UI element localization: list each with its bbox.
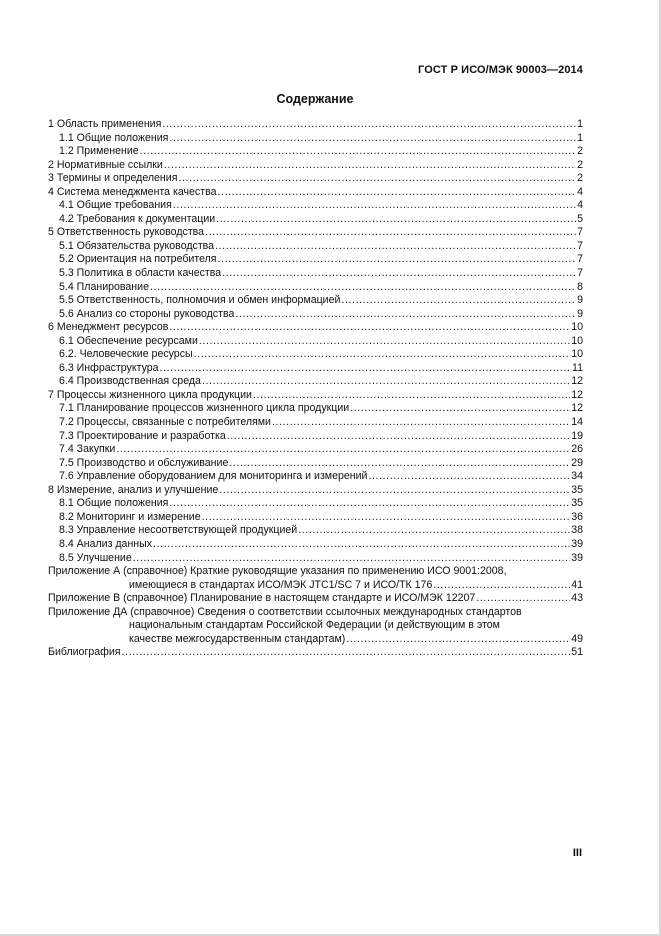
page-number: III: [572, 847, 582, 859]
toc-entry[interactable]: 7.4 Закупки ..... 26: [48, 443, 583, 457]
toc-entry[interactable]: 8.4 Анализ данных ..... 39: [48, 538, 583, 552]
toc-entry[interactable]: 5.6 Анализ со стороны руководства ..... 9: [48, 308, 583, 322]
table-of-contents: [48, 118, 583, 660]
toc-entry[interactable]: 8.2 Мониторинг и измерение ..... 36: [48, 511, 583, 525]
toc-appendix-da-continued[interactable]: качестве межгосударственным стандартам) ..... 49: [48, 633, 583, 647]
toc-entry[interactable]: 7.1 Планирование процессов жизненного цикла продукции ..... 12: [48, 402, 583, 416]
toc-entry[interactable]: 5.5 Ответственность, полномочия и обмен информацией ..... 9: [48, 294, 583, 308]
toc-appendix-b[interactable]: Приложение В (справочное) Планирование в настоящем стандарте и ИСО/МЭК 12207 ..... 43: [48, 592, 583, 606]
toc-entry[interactable]: 5.2 Ориентация на потребителя ..... 7: [48, 253, 583, 267]
toc-entry[interactable]: 7.2 Процессы, связанные с потребителями ..... 14: [48, 416, 583, 430]
toc-entry[interactable]: 4.1 Общие требования ..... 4: [48, 199, 583, 213]
toc-entry[interactable]: 1.1 Общие положения ..... 1: [48, 132, 583, 146]
toc-appendix-a[interactable]: Приложение А (справочное) Краткие руководящие указания по применению ИСО 9001:2008,: [48, 565, 507, 578]
toc-entry[interactable]: 5 Ответственность руководства ..... 7: [48, 226, 583, 240]
toc-entry[interactable]: 5.3 Политика в области качества ..... 7: [48, 267, 583, 281]
toc-entry[interactable]: 8.3 Управление несоответствующей продукцией ..... 38: [48, 524, 583, 538]
toc-appendix-da-continued[interactable]: национальным стандартам Российской Федерации (и действующим в этом: [129, 619, 500, 632]
toc-entry[interactable]: 7.6 Управление оборудованием для мониторинга и измерений ..... 34: [48, 470, 583, 484]
toc-appendix-a-continued[interactable]: имеющиеся в стандартах ИСО/МЭК JTC1/SC 7 и ИСО/ТК 176 ..... 41: [48, 579, 583, 593]
toc-entry[interactable]: 6.4 Производственная среда ..... 12: [48, 375, 583, 389]
toc-entry[interactable]: 8.5 Улучшение ..... 39: [48, 552, 583, 566]
toc-entry[interactable]: 2 Нормативные ссылки ..... 2: [48, 159, 583, 173]
toc-entry[interactable]: 8.1 Общие положения ..... 35: [48, 497, 583, 511]
toc-entry[interactable]: 6.1 Обеспечение ресурсами ..... 10: [48, 335, 583, 349]
toc-entry[interactable]: 6 Менеджмент ресурсов ..... 10: [48, 321, 583, 335]
toc-appendix-da[interactable]: Приложение ДА (справочное) Сведения о соответствии ссылочных международных стандартов: [48, 605, 522, 618]
toc-entry[interactable]: 7.3 Проектирование и разработка ..... 19: [48, 430, 583, 444]
toc-entry[interactable]: 6.3 Инфраструктура ..... 11: [48, 362, 583, 376]
toc-entry[interactable]: 3 Термины и определения ..... 2: [48, 172, 583, 186]
toc-bibliography[interactable]: Библиография ..... 51: [48, 646, 583, 660]
toc-entry[interactable]: 6.2. Человеческие ресурсы ..... 10: [48, 348, 583, 362]
toc-entry[interactable]: 7 Процессы жизненного цикла продукции ..... 12: [48, 389, 583, 403]
toc-entry[interactable]: 5.1 Обязательства руководства ..... 7: [48, 240, 583, 254]
toc-entry[interactable]: 7.5 Производство и обслуживание ..... 29: [48, 457, 583, 471]
document-header: ГОСТ Р ИСО/МЭК 90003—2014: [418, 64, 583, 76]
toc-entry[interactable]: 4 Система менеджмента качества ..... 4: [48, 186, 583, 200]
toc-entry[interactable]: 1.2 Применение ..... 2: [48, 145, 583, 159]
toc-entry[interactable]: 1 Область применения ..... 1: [48, 118, 583, 132]
page-title: Содержание: [276, 92, 354, 106]
toc-entry[interactable]: 4.2 Требования к документации ..... 5: [48, 213, 583, 227]
toc-entry[interactable]: 5.4 Планирование ..... 8: [48, 281, 583, 295]
toc-entry[interactable]: 8 Измерение, анализ и улучшение ..... 35: [48, 484, 583, 498]
